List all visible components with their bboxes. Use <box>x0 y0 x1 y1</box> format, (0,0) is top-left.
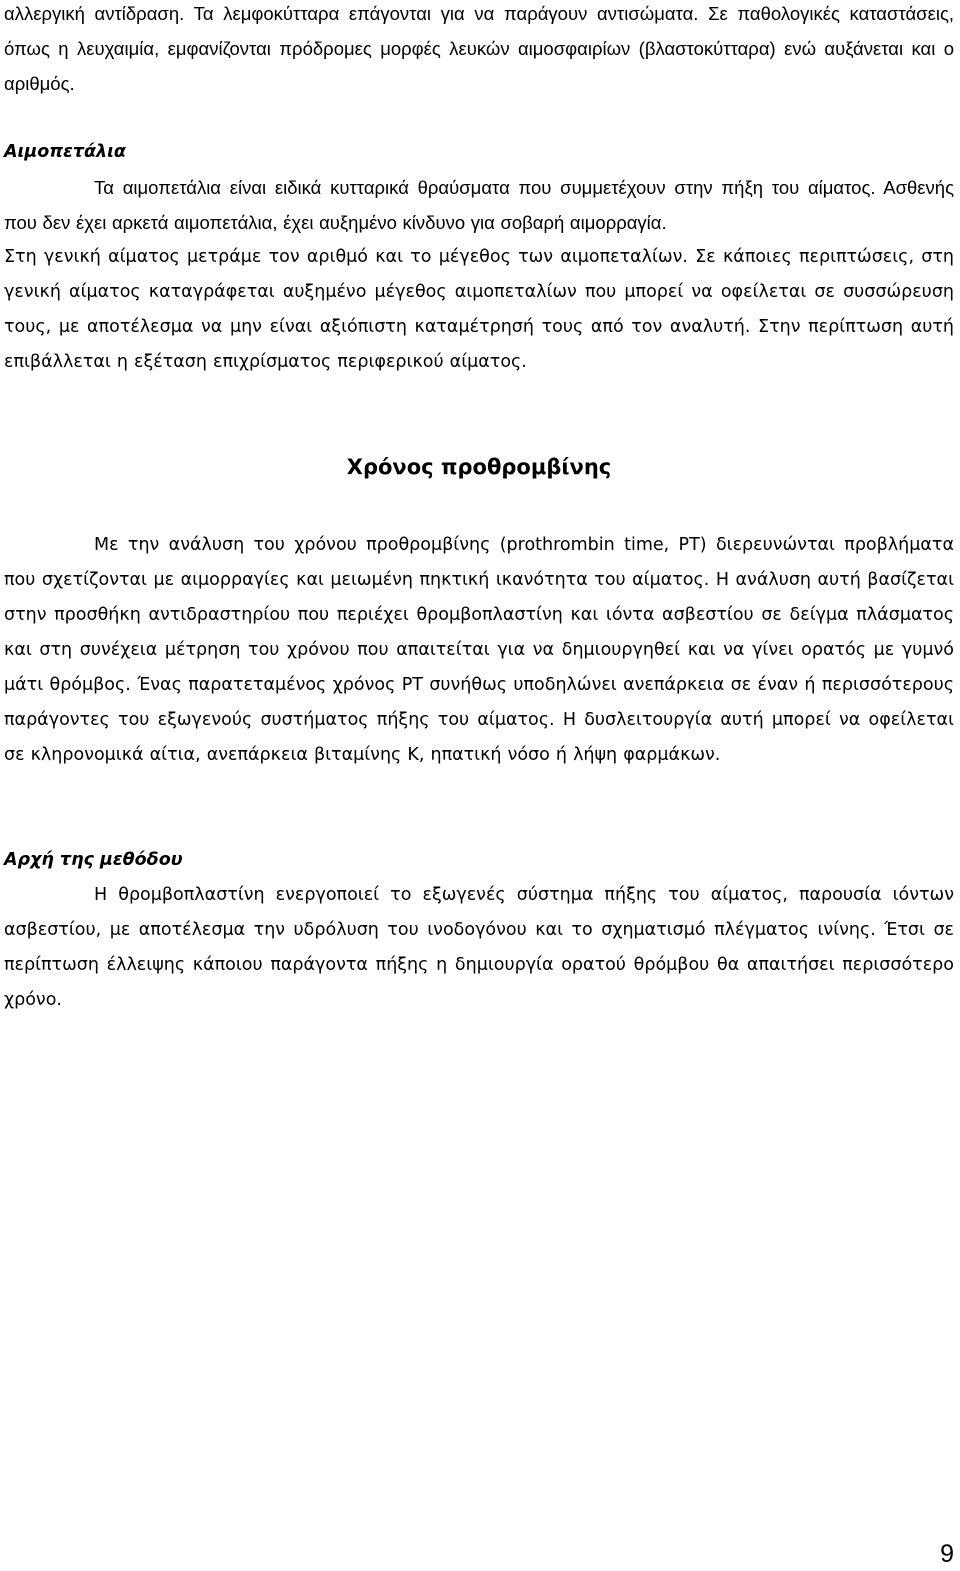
platelets-paragraph-2: Στη γενική αίματος μετράμε τον αριθμό και το μέγεθος των αιμοπεταλίων. Σε κάποιες περιπτώσεις, στη γενική αίματος καταγράφεται αυξημένο μέγεθος αιμοπεταλίων που μπορεί να οφείλεται σε συσσώρευση τους, με αποτέλεσμα να μην είναι αξιόπιστη καταμέτρησή τους από τον αναλυτή. Στην περίπτωση αυτή επιβάλλεται η εξέταση επιχρίσματος περιφερικού αίματος. <box>4 247 954 372</box>
method-paragraph: Η θρομβοπλαστίνη ενεργοποιεί το εξωγενές σύστημα πήξης του αίματος, παρουσία ιόντων ασβεστίου, με αποτέλεσμα την υδρόλυση του ινοδογόνου και το σχηματισμό πλέγματος ινίνης. Έτσι σε περίπτωση έλλειψης κάποιου παράγοντα πήξης η δημιουργία ορατού θρόμβου θα απαιτήσει περισσότερο χρόνο. <box>4 885 954 1010</box>
prothrombin-heading: Χρόνος προθρομβίνης <box>346 455 612 479</box>
platelets-title: Αιμοπετάλια <box>4 142 126 162</box>
method-title: Αρχή της μεθόδου <box>4 850 183 870</box>
page-number: 9 <box>940 1540 954 1568</box>
intro-paragraph: αλλεργική αντίδραση. Τα λεμφοκύτταρα επάγονται για να παράγουν αντισώματα. Σε παθολογικές καταστάσεις, όπως η λευχαιμία, εμφανίζονται πρόδρομες μορφές λευκών αιμοσφαιρίων (βλαστοκύτταρα) ενώ αυξάνεται και ο αριθμός. <box>4 3 954 94</box>
platelets-paragraph-1: Τα αιμοπετάλια είναι ειδικά κυτταρικά θραύσματα που συμμετέχουν στην πήξη του αίματος. Ασθενής που δεν έχει αρκετά αιμοπετάλια, έχει αυξημένο κίνδυνο για σοβαρή αιμορραγία. <box>4 177 954 233</box>
prothrombin-paragraph: Με την ανάλυση του χρόνου προθρομβίνης (prothrombin time, PT) διερευνώνται προβλήματα που σχετίζονται με αιμορραγίες και μειωμένη πηκτική ικανότητα του αίματος. Η ανάλυση αυτή βασίζεται στην προσθήκη αντιδραστηρίου που περιέχει θρομβοπλαστίνη και ιόντα ασβεστίου σε δείγμα πλάσματος και στη συνέχεια μέτρηση του χρόνου που απαιτείται για να δημιουργηθεί και να γίνει ορατός με γυμνό μάτι θρόμβος. Ένας παρατεταμένος χρόνος PT συνήθως υποδηλώνει ανεπάρκεια σε έναν ή περισσότερους παράγοντες του εξωγενούς συστήματος πήξης του αίματος. Η δυσλειτουργία αυτή μπορεί να οφείλεται σε κληρονομικά αίτια, ανεπάρκεια βιταμίνης Κ, ηπατική νόσο ή λήψη φαρμάκων. <box>4 535 954 765</box>
